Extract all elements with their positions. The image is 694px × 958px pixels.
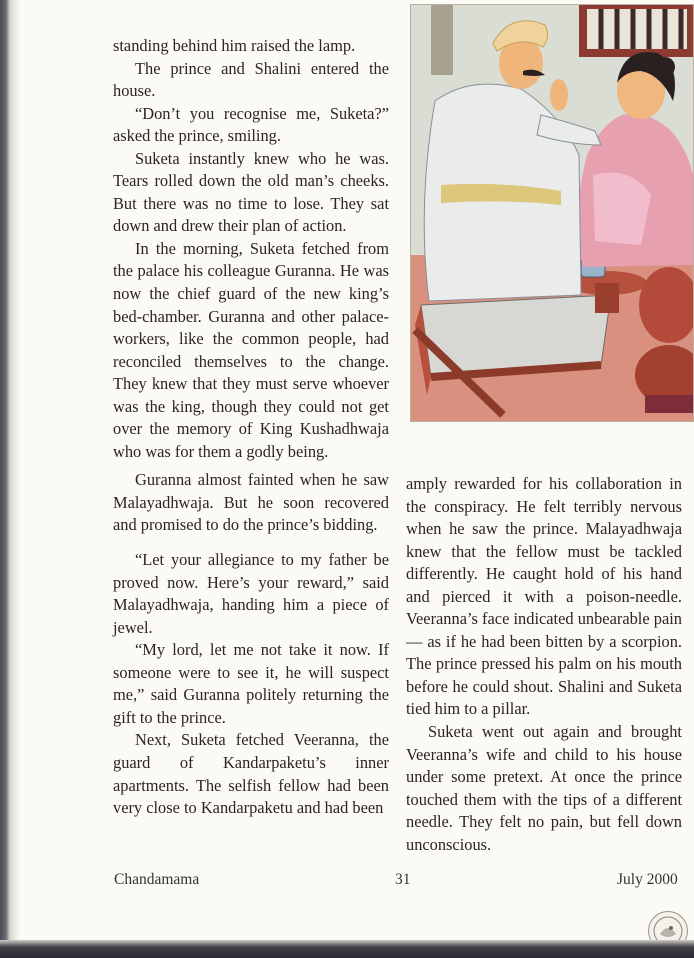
spine-shadow (10, 0, 20, 958)
magazine-name: Chandamama (114, 871, 200, 888)
paragraph: In the morning, Suketa fetched from the palace his colleague Guranna. He was now the chief guard of the new king’s bed-chamber. Guranna and other palace-workers, like the common people, had reconciled themselves to the change. They knew that they must serve whoever was the king, though they could not get over the memory of King Kushadhwaja who was for them a godly being. (113, 238, 389, 461)
paragraph: Next, Suketa fetched Veeranna, the guard of Kandarpaketu’s inner apartments. The selfish fellow had been very close to Kandarpaketu and had been (113, 730, 389, 818)
paragraph: Suketa instantly knew who he was. Tears rolled down the old man’s cheeks. But there was no time to lose. They sat down and drew their plan of action. (113, 148, 389, 236)
paragraph: The prince and Shalini entered the house. (113, 58, 389, 101)
binding-spine (0, 0, 10, 958)
paragraph: amply rewarded for his collaboration in the conspiracy. He felt terribly nervous when he saw the prince. Malayadhwaja knew that the fellow must be tackled differently. He caught hold of his hand and pierced it with a poison-needle. Veeranna’s face indicated unbearable pain — as if he had been bitten by a scorpion. The prince pressed his palm on his mouth before he could shout. Shalini and Suketa tied him to a pillar. (406, 474, 682, 719)
paragraph: “Don’t you recognise me, Suketa?” asked the prince, smiling. (113, 103, 389, 146)
right-text-column (406, 473, 682, 856)
story-illustration (410, 4, 694, 422)
issue-date: July 2000 (617, 871, 678, 888)
illustration-art (411, 5, 693, 421)
paragraph: “My lord, let me not take it now. If someone were to see it, he will suspect me,” said Guranna politely returning the gift to the prince. (113, 640, 389, 727)
page-bottom-edge (0, 940, 694, 958)
paragraph: “Let your allegiance to my father be proved now. Here’s your reward,” said Malayadhwaja, handing him a piece of jewel. (113, 550, 389, 637)
paragraph: Suketa went out again and brought Veeranna’s wife and child to his house under some pretext. At once the prince touched them with the tips of a different needle. They felt no pain, but fell down unconscious. (406, 722, 682, 854)
page-number: 31 (395, 871, 411, 888)
paragraph: standing behind him raised the lamp. (113, 36, 356, 55)
paragraph: Guranna almost fainted when he saw Malayadhwaja. But he soon recovered and promised to do the prince’s bidding. (113, 470, 389, 535)
left-text-column (113, 35, 389, 820)
